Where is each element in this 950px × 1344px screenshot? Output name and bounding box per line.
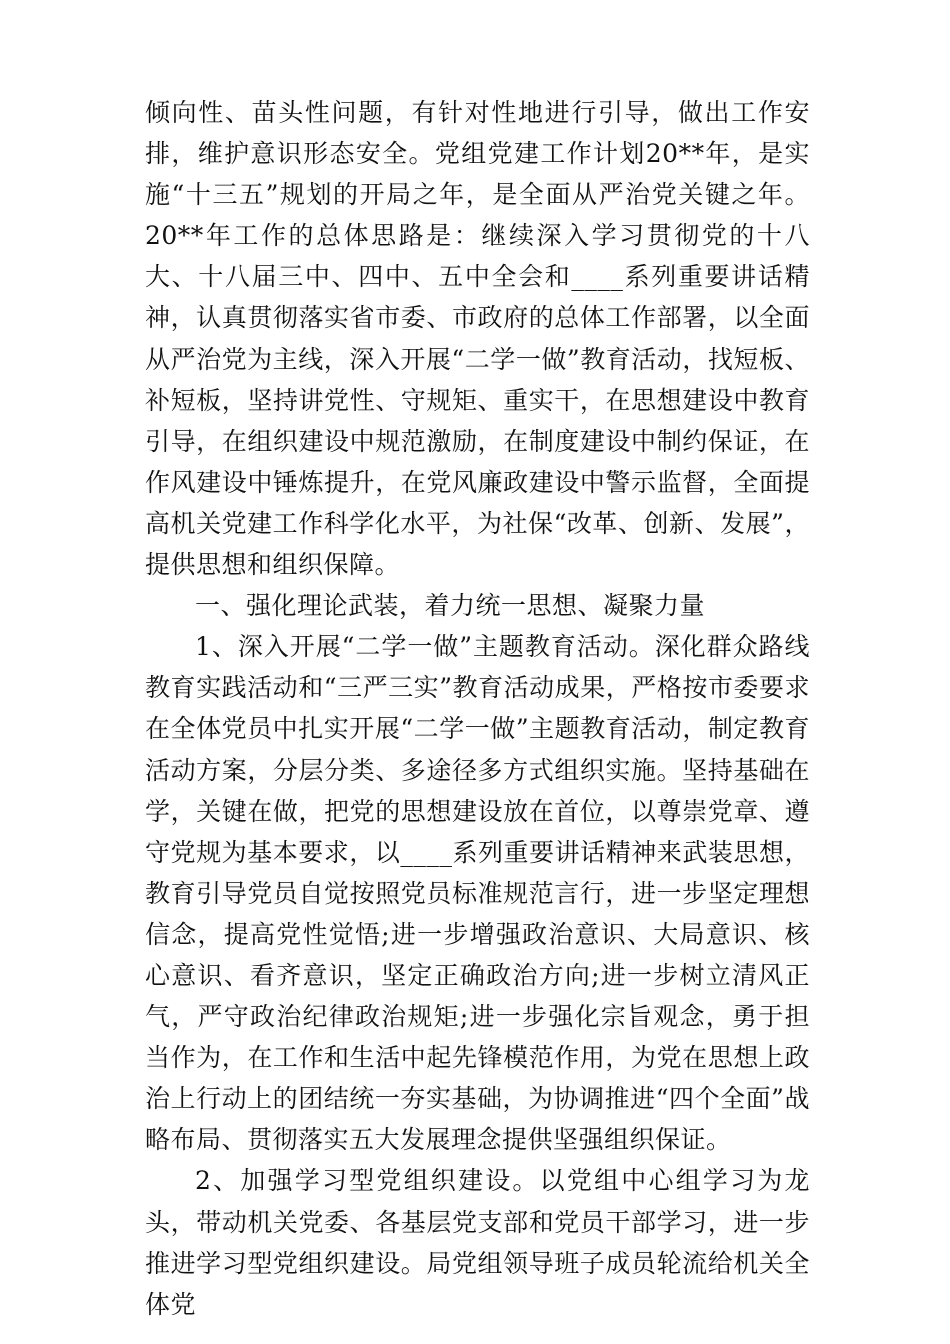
paragraph-item-2: 2、加强学习型党组织建设。以党组中心组学习为龙头，带动机关党委、各基层党支部和党员干部学习，进一步推进学习型党组织建设。局党组领导班子成员轮流给机关全体党 [145, 1166, 810, 1319]
paragraph-item-1: 1、深入开展“二学一做”主题教育活动。深化群众路线教育实践活动和“三严三实”教育活动成果，严格按市委要求在全体党员中扎实开展“二学一做”主题教育活动，制定教育活动方案，分层分类、多途径多方式组织实施。坚持基础在学，关键在做，把党的思想建设放在首位，以尊崇党章、遵守党规为基本要求，以____系列重要讲话精神来武装思想，教育引导党员自觉按照党员标准规范言行，进一步坚定理想信念，提高党性觉悟;进一步增强政治意识、大局意识、核心意识、看齐意识，坚定正确政治方向;进一步树立清风正气，严守政治纪律政治规矩;进一步强化宗旨观念，勇于担当作为，在工作和生活中起先锋模范作用，为党在思想上政治上行动上的团结统一夯实基础，为协调推进“四个全面”战略布局、贯彻落实五大发展理念提供坚强组织保证。 [145, 632, 810, 1155]
document-body [145, 92, 810, 1325]
section-heading: 一、强化理论武装，着力统一思想、凝聚力量 [195, 591, 706, 621]
paragraph-overview: 倾向性、苗头性问题，有针对性地进行引导，做出工作安排，维护意识形态安全。党组党建工作计划20**年，是实施“十三五”规划的开局之年，是全面从严治党关键之年。20**年工作的总体思路是：继续深入学习贯彻党的十八大、十八届三中、四中、五中全会和____系列重要讲话精神，认真贯彻落实省市委、市政府的总体工作部署，以全面从严治党为主线，深入开展“二学一做”教育活动，找短板、补短板，坚持讲党性、守规矩、重实干，在思想建设中教育引导，在组织建设中规范激励，在制度建设中制约保证，在作风建设中锤炼提升，在党风廉政建设中警示监督，全面提高机关党建工作科学化水平，为社保“改革、创新、发展”，提供思想和组织保障。 [145, 98, 810, 580]
